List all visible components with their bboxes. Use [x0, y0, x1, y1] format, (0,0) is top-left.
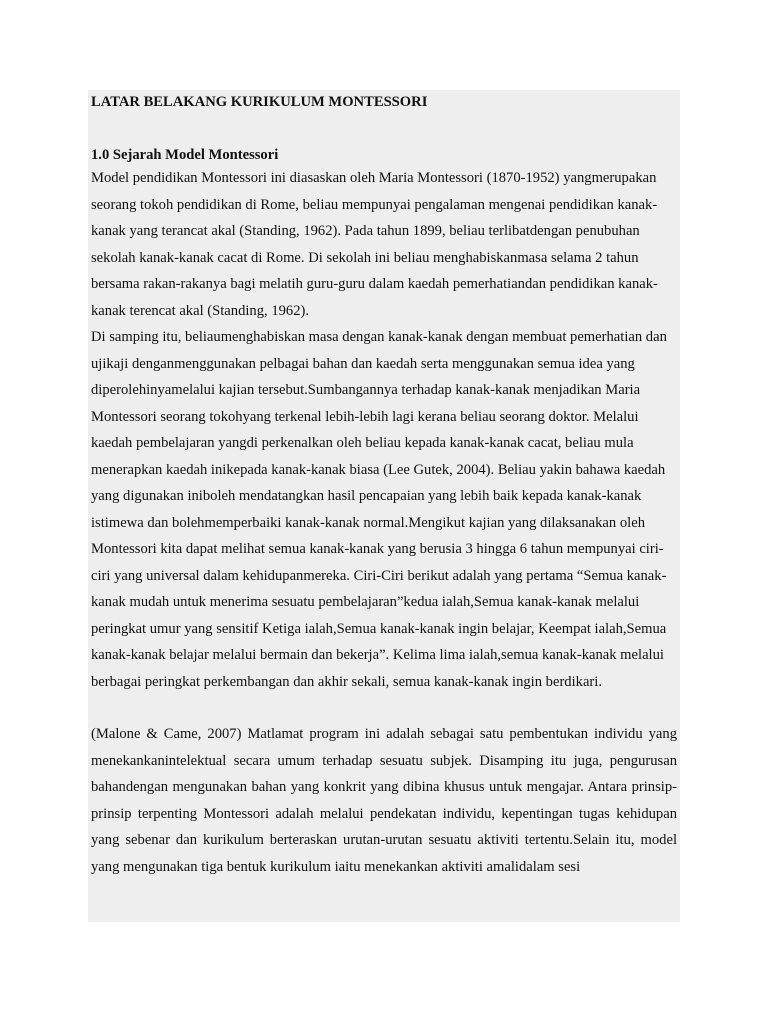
document-title: LATAR BELAKANG KURIKULUM MONTESSORI [91, 94, 428, 110]
document-content [91, 93, 677, 880]
document-page [88, 90, 680, 922]
paragraph-history: Model pendidikan Montessori ini diasaskan oleh Maria Montessori (1870-1952) yangmerupakan seorang tokoh pendidikan di Rome, beliau mempunyai pengalaman mengenai pendidikan kanak-kanak yang terancat akal (Standing, 1962). Pada tahun 1899, beliau terlibatdengan penubuhan sekolah kanak-kanak cacat di Rome. Di sekolah ini beliau menghabiskanmasa selama 2 tahun bersama rakan-rakanya bagi melatih guru-guru dalam kaedah pemerhatiandan pendidikan kanak-kanak terencat akal (Standing, 1962). [91, 170, 658, 319]
paragraph-program-goals: (Malone & Came, 2007) Matlamat program ini adalah sebagai satu pembentukan individu yang menekankanintelektual secara umum terhadap sesuatu subjek. Disamping itu juga, pengurusan bahandengan mengunakan bahan yang konkrit yang dibina khusus untuk mengajar. Antara prinsip-prinsip terpenting Montessori adalah melalui pendekatan individu, kepentingan tugas kehidupan yang sebenar dan kurikulum berteraskan urutan-urutan sesuatu aktiviti tertentu.Selain itu, model yang mengunakan tiga bentuk kurikulum iaitu menekankan aktiviti amalidalam sesi [91, 726, 677, 875]
paragraph-characteristics: Di samping itu, beliaumenghabiskan masa dengan kanak-kanak dengan membuat pemerhatian dan ujikaji denganmenggunakan pelbagai bahan dan kaedah serta menggunakan semua idea yang diperolehinyamelalui kajian tersebut.Sumbangannya terhadap kanak-kanak menjadikan Maria Montessori seorang tokohyang terkenal lebih-lebih lagi kerana beliau seorang doktor. Melalui kaedah pembelajaran yangdi perkenalkan oleh beliau kepada kanak-kanak cacat, beliau mula menerapkan kaedah inikepada kanak-kanak biasa (Lee Gutek, 2004). Beliau yakin bahawa kaedah yang digunakan iniboleh mendatangkan hasil pencapaian yang lebih baik kepada kanak-kanak istimewa dan bolehmemperbaiki kanak-kanak normal.Mengikut kajian yang dilaksanakan oleh Montessori kita dapat melihat semua kanak-kanak yang berusia 3 hingga 6 tahun mempunyai ciri-ciri yang universal dalam kehidupanmereka. Ciri-Ciri berikut adalah yang pertama “Semua kanak-kanak mudah untuk menerima sesuatu pembelajaran”kedua ialah,Semua kanak-kanak melalui peringkat umur yang sensitif Ketiga ialah,Semua kanak-kanak ingin belajar, Keempat ialah,Semua kanak-kanak belajar melalui bermain dan bekerja”. Kelima lima ialah,semua kanak-kanak melalui berbagai peringkat perkembangan dan akhir sekali, semua kanak-kanak ingin berdikari. [91, 329, 667, 690]
section-heading: 1.0 Sejarah Model Montessori [91, 147, 279, 163]
